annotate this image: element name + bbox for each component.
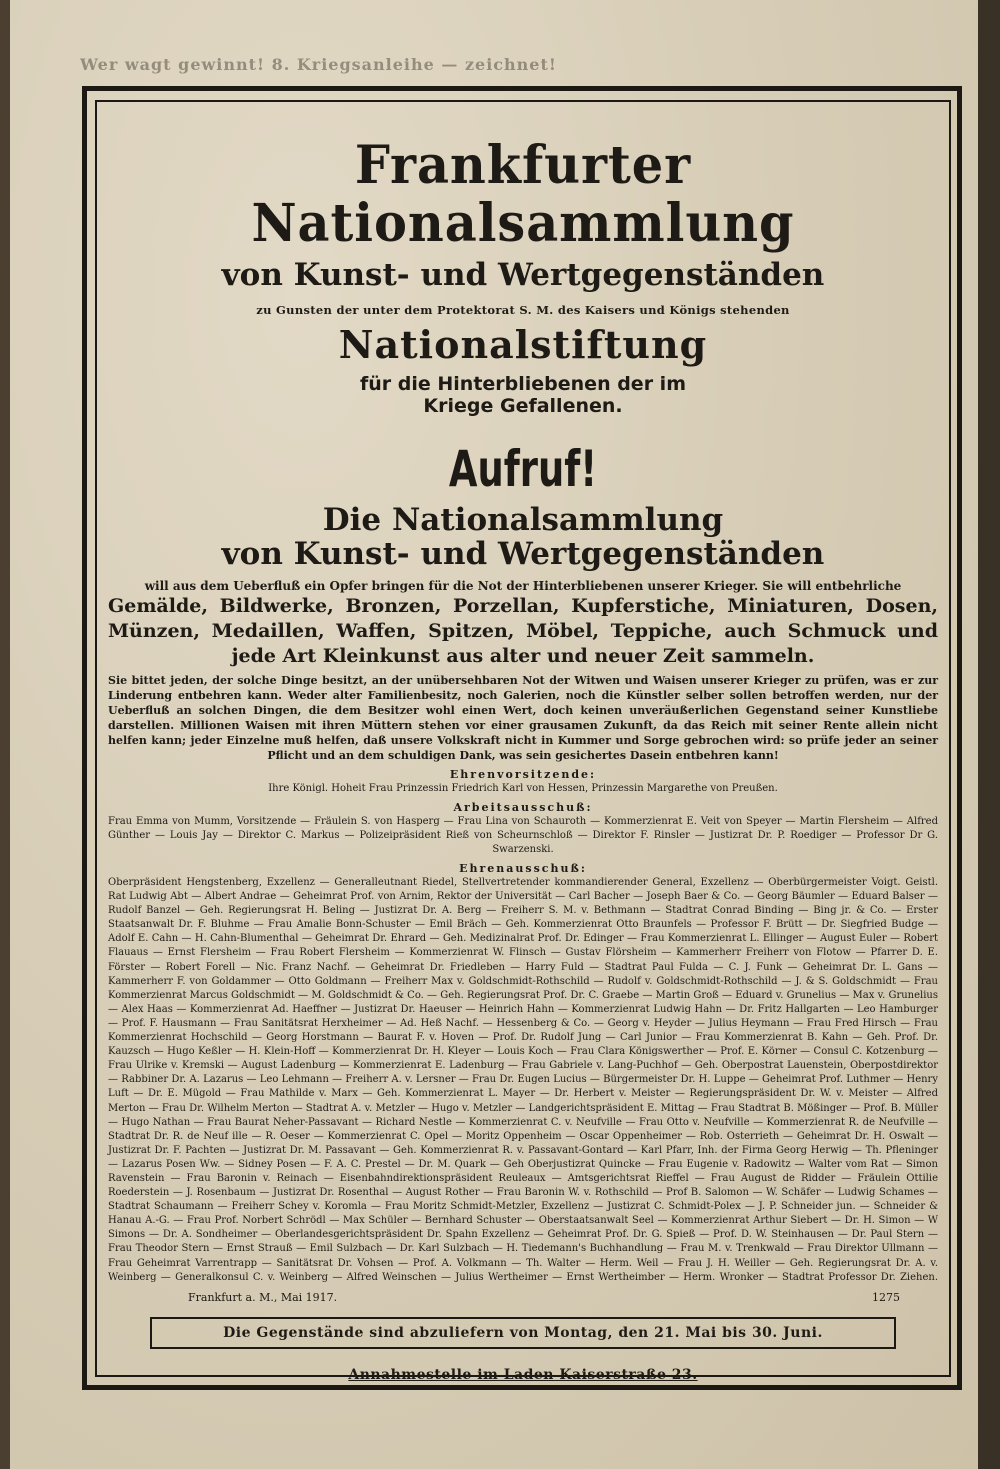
working-committee-text: Frau Emma von Mumm, Vorsitzende — Fräulein S. von Hasperg — Frau Lina von Schauroth — Kommerzienrat E. Veit von Speyer — Martin Flersheim — Alfred Günther — Louis Jay — Direktor C. Markus — Polizeipräsident Rieß von Scheurnschloß — Direktor F. Rinsler — Justizrat Dr. P. Roediger — Professor Dr G. Swarzenski.	[108, 816, 938, 855]
advertisement	[108, 115, 938, 1383]
collection-point: Annahmestelle im Laden Kaiserstraße 23.	[348, 1366, 698, 1383]
beneficiaries-line-1: für die Hinterbliebenen der im	[359, 373, 686, 395]
honorary-committee-text: Oberpräsident Hengstenberg, Exzellenz — Generalleutnant Riedel, Stellvertretender kommandierender General, Exzellenz — Oberbürgermeister Voigt. Geistl. Rat Ludwig Abt — Albert Andrae — Geheimrat Prof. von Arnim, Rektor der Universität — Carl Bacher — Joseph Baer & Co. — Georg Bäumler — Eduard Balser — Rudolf Banzel — Geh. Regierungsrat H. Beling — Justizrat Dr. A. Berg — Freiherr S. M. v. Bethmann — Stadtrat Conrad Binding — Bing jr. & Co. — Erster Staatsanwalt Dr. F. Bluhme — Frau Amalie Bonn-Schuster — Emil Bräch — Geh. Kommerzienrat Otto Braunfels — Professor F. Brütt — Dr. Siegfried Budge — Adolf E. Cahn — H. Cahn-Blumenthal — Geheimrat Dr. Ehrard — Geh. Medizinalrat Prof. Dr. Edinger — Frau Kommerzienrat L. Ellinger — August Euler — Robert Flauaus — Ernst Flersheim — Frau Robert Flersheim — Kommerzienrat W. Flinsch — Gustav Flörsheim — Kammerherr Freiherr von Flotow — Pfarrer D. E. Förster — Robert Forell — Nic. Franz Nachf. — Geheimrat Dr. Friedleben — Harry Fuld — Stadtrat Paul Fulda — C. J. Funk — Geheimrat Dr. L. Gans — Kammerherr F. von Goldammer — Otto Goldmann — Freiherr Max v. Goldschmidt-Rothschild — Rudolf v. Goldschmidt-Rothschild — J. & S. Goldschmidt — Frau Kommerzienrat Marcus Goldschmidt — M. Goldschmidt & Co. — Geh. Regierungsrat Prof. Dr. C. Graebe — Martin Groß — Eduard v. Grunelius — Max v. Grunelius — Alex Haas — Kommerzienrat Ad. Haeffner — Justizrat Dr. Haeuser — Heinrich Hahn — Kommerzienrat Ludwig Hahn — Dr. Fritz Hallgarten — Leo Hamburger — Prof. F. Hausmann — Frau Sanitätsrat Herxheimer — Ad. Heß Nachf. — Hessenberg & Co. — Georg v. Heyder — Julius Heymann — Frau Fred Hirsch — Frau Kommerzienrat Hochschild — Georg Horstmann — Baurat F. v. Hoven — Prof. Dr. Rudolf Jung — Carl Junior — Frau Kommerzienrat B. Kahn — Geh. Prof. Dr. Kauzsch — Hugo Keßler — H. Klein-Hoff — Kommerzienrat Dr. H. Kleyer — Louis Koch — Frau Clara Königswerther — Prof. E. Körner — Consul C. Kotzenburg — Frau Ulrike v. Kremski — August Ladenburg — Kommerzienrat E. Ladenburg — Frau Gabriele v. Lang-Puchhof — Geh. Oberpostrat Lauenstein, Oberpostdirektor — Rabbiner Dr. A. Lazarus — Leo Lehmann — Freiherr A. v. Lersner — Frau Dr. Eugen Lucius — Bürgermeister Dr. H. Luppe — Geheimrat Prof. Luthmer — Henry Luft — Dr. E. Mügold — Frau Mathilde v. Marx — Geh. Kommerzienrat L. Mayer — Dr. Herbert v. Meister — Regierungspräsident Dr. W. v. Meister — Alfred Merton — Frau Dr. Wilhelm Merton — Stadtrat A. v. Metzler — Hugo v. Metzler — Landgerichtspräsident E. Mittag — Frau Stadtrat B. Mößinger — Prof. B. Müller — Hugo Nathan — Frau Baurat Neher-Passavant — Richard Nestle — Kommerzienrat C. v. Neufville — Frau Otto v. Neufville — Kommerzienrat R. de Neufville — Stadtrat Dr. R. de Neuf ille — R. Oeser — Kommerzienrat C. Opel — Moritz Oppenheim — Oscar Oppenheimer — Rob. Osterrieth — Geheimrat Dr. H. Oswalt — Justizrat Dr. F. Pachten — Justizrat Dr. M. Passavant — Geh. Kommerzienrat R. v. Passavant-Gontard — Karl Pfarr, Inh. der Firma Georg Herwig — Th. Pfleninger — Lazarus Posen Ww. — Sidney Posen — F. A. C. Prestel — Dr. M. Quark — Geh Oberjustizrat Quincke — Frau Eugenie v. Radowitz — Walter vom Rat — Simon Ravenstein — Frau Baronin v. Reinach — Eisenbahndirektionspräsident Reuleaux — Amtsgerichtsrat Rieffel — Frau August de Ridder — Fräulein Ottilie Roederstein — J. Rosenbaum — Justizrat Dr. Rosenthal — August Rother — Frau Baronin W. v. Rothschild — Prof B. Salomon — W. Schäfer — Ludwig Schames — Stadtrat Schaumann — Freiherr Schey v. Koromla — Frau Moritz Schmidt-Metzler, Exzellenz — Justizrat C. Schmidt-Polex — J. P. Schneider jun. — Schneider & Hanau A.-G. — Frau Prof. Norbert Schrödl — Max Schüler — Bernhard Schuster — Oberstaatsanwalt Seel — Kommerzienrat Arthur Siebert — Dr. H. Simon — W Simons — Dr. A. Sondheimer — Oberlandesgerichtspräsident Dr. Spahn Exzellenz — Geheimrat Prof. Dr. G. Spieß — Prof. D. W. Steinhausen — Dr. Paul Stern — Frau Theodor Stern — Ernst Strauß — Emil Sulzbach — Dr. Karl Sulzbach — H. Tiedemann's Buchhandlung — Frau M. v. Trenkwald — Frau Direktor Ullmann — Frau Geheimrat Varrentrapp — Sanitätsrat Dr. Vohsen — Prof. A. Volkmann — Th. Walter — Herm. Weil — Frau J. H. Weiller — Geh. Regierungsrat Dr. A. v. Weinberg — Generalkonsul C. v. Weinberg — Alfred Weinschen — Julius Wertheimer — Ernst Wertheimber — Herm. Wronker — Stadtrat Professor Dr. Ziehen.	[108, 877, 938, 1283]
items-list: Gemälde, Bildwerke, Bronzen, Porzellan, Kupferstiche, Miniaturen, Dosen, Münzen, Medaillen, Waffen, Spitzen, Möbel, Teppiche, auch Schmuck und jede Art Kleinkunst aus alter und neuer Zeit sammeln.	[108, 595, 938, 667]
delivery-notice: Die Gegenstände sind abzuliefern von Montag, den 21. Mai bis 30. Juni.	[223, 1324, 823, 1341]
collection-heading-1: Die Nationalsammlung	[322, 502, 724, 538]
intro-text: will aus dem Ueberfluß ein Opfer bringen für die Not der Hinterbliebenen unserer Krieger. Sie will entbehrliche	[144, 579, 902, 593]
appeal-heading: Aufruf!	[448, 440, 598, 498]
ad-number: 1275	[872, 1290, 900, 1304]
subtitle: zu Gunsten der unter dem Protektorat S. M. des Kaisers und Königs stehenden	[256, 303, 790, 317]
honorary-chair-text: Ihre Königl. Hoheit Frau Prinzessin Friedrich Karl von Hessen, Prinzessin Margarethe von Preußen.	[268, 783, 778, 794]
foundation-name: Nationalstiftung	[338, 322, 708, 367]
dateline-row	[108, 1291, 938, 1305]
beneficiaries-line-2: Kriege Gefallenen.	[423, 395, 623, 417]
header-strip: Wer wagt gewinnt! 8. Kriegsanleihe — zeichnet!	[80, 55, 557, 74]
honorary-committee-heading: Ehrenausschuß:	[459, 862, 587, 875]
title-line-1: Frankfurter Nationalsammlung	[251, 135, 795, 254]
dateline: Frankfurt a. M., Mai 1917.	[188, 1290, 338, 1304]
honorary-chair-heading: Ehrenvorsitzende:	[449, 768, 597, 781]
page-edge	[978, 0, 1000, 1469]
collection-heading-2: von Kunst- und Wertgegenständen	[221, 536, 825, 572]
title-line-2: von Kunst- und Wertgegenständen	[221, 257, 825, 293]
delivery-notice-box	[150, 1317, 896, 1349]
working-committee-heading: Arbeitsausschuß:	[453, 801, 593, 814]
appeal-body: Sie bittet jeden, der solche Dinge besitzt, an der unübersehbaren Not der Witwen und Waisen unserer Krieger zu prüfen, was er zur Linderung entbehren kann. Weder alter Familienbesitz, noch Galerien, noch die Künstler selber sollen betroffen werden, nur der Ueberfluß an solchen Dingen, die dem Besitzer wohl einen Wert, doch keinen unveräußerlichen Gegenstand seiner Kunstliebe darstellen. Millionen Waisen mit ihren Müttern stehen vor einer grausamen Zukunft, da das Reich mit seiner Rente allein nicht helfen kann; jeder Einzelne muß helfen, daß unsere Volkskraft nicht in Kummer und Sorge gebrochen wird: so prüfe jeder an seiner Pflicht und an dem schuldigen Dank, was sein gesichertes Dasein entbehren kann!	[108, 674, 938, 762]
